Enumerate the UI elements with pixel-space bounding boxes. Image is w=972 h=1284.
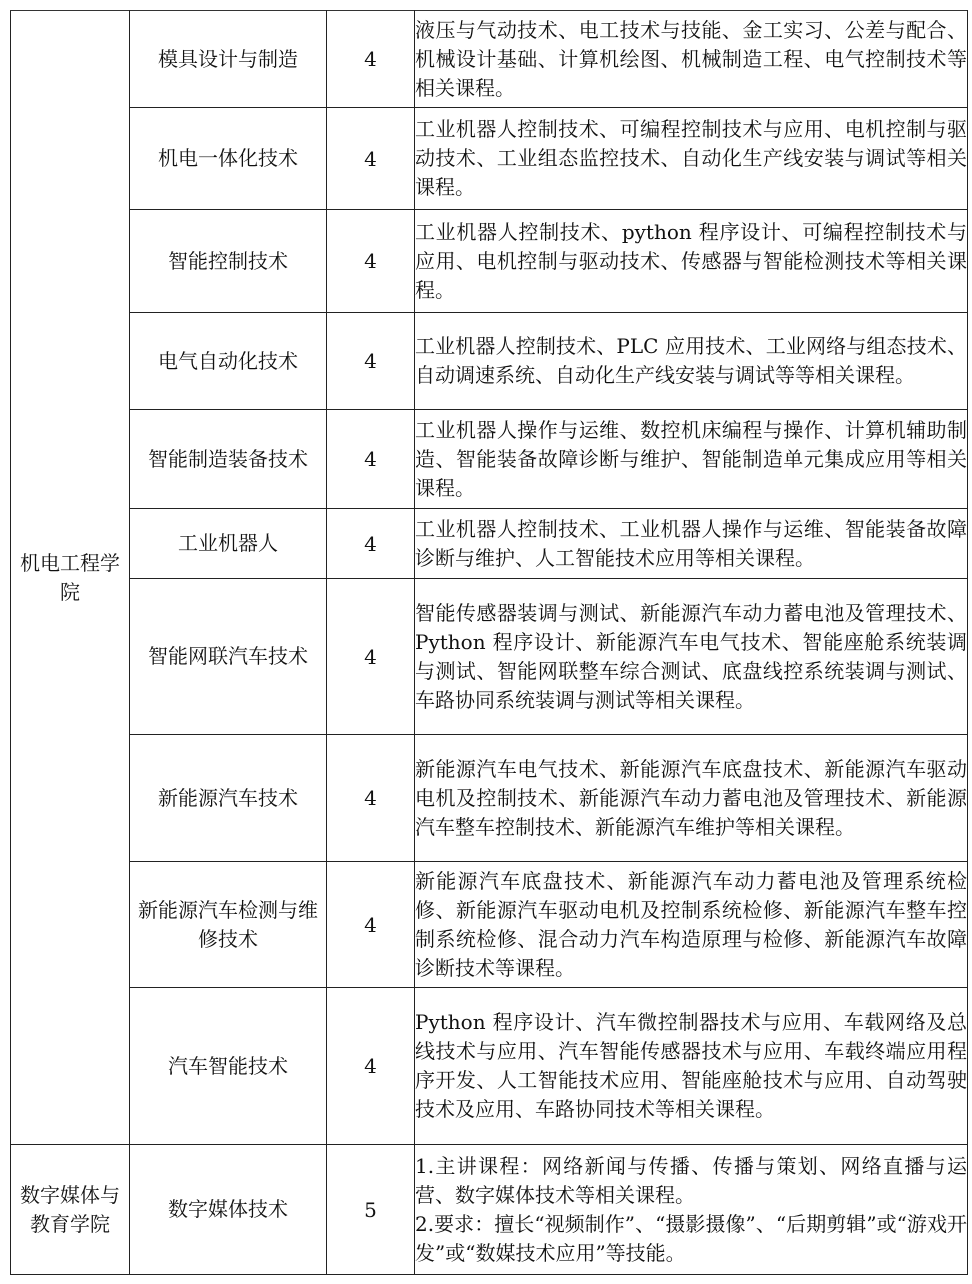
courses-cell: 工业机器人控制技术、PLC 应用技术、工业网络与组态技术、自动调速系统、自动化生产线安装与调试等等相关课程。 xyxy=(415,313,968,410)
courses-cell: 智能传感器装调与测试、新能源汽车动力蓄电池及管理技术、Python 程序设计、新能源汽车电气技术、智能座舱系统装调与测试、智能网联整车综合测试、底盘线控系统装调与测试、车路协同系统装调与测试等相关课程。 xyxy=(415,579,968,735)
years-cell: 4 xyxy=(327,11,415,108)
college-cell: 数字媒体与教育学院 xyxy=(11,1145,130,1275)
years-cell: 4 xyxy=(327,579,415,735)
table-row xyxy=(11,735,968,862)
course-table xyxy=(10,10,968,1275)
table-row xyxy=(11,988,968,1145)
table-row xyxy=(11,579,968,735)
years-cell: 4 xyxy=(327,210,415,313)
table-row xyxy=(11,210,968,313)
courses-cell: 液压与气动技术、电工技术与技能、金工实习、公差与配合、机械设计基础、计算机绘图、机械制造工程、电气控制技术等相关课程。 xyxy=(415,11,968,108)
years-cell: 5 xyxy=(327,1145,415,1275)
major-cell: 数字媒体技术 xyxy=(130,1145,327,1275)
table-row xyxy=(11,11,968,108)
years-cell: 4 xyxy=(327,862,415,988)
courses-main: 1.主讲课程：网络新闻与传播、传播与策划、网络直播与运营、数字媒体技术等相关课程。 xyxy=(415,1153,967,1207)
major-cell: 汽车智能技术 xyxy=(130,988,327,1145)
years-cell: 4 xyxy=(327,410,415,509)
years-cell: 4 xyxy=(327,313,415,410)
major-cell: 智能制造装备技术 xyxy=(130,410,327,509)
courses-cell: 工业机器人控制技术、可编程控制技术与应用、电机控制与驱动技术、工业组态监控技术、自动化生产线安装与调试等相关课程。 xyxy=(415,108,968,210)
years-cell: 4 xyxy=(327,509,415,579)
table-row xyxy=(11,1145,968,1275)
years-cell: 4 xyxy=(327,108,415,210)
table-row xyxy=(11,313,968,410)
major-cell: 工业机器人 xyxy=(130,509,327,579)
table-row xyxy=(11,410,968,509)
major-cell: 智能控制技术 xyxy=(130,210,327,313)
courses-cell: 工业机器人操作与运维、数控机床编程与操作、计算机辅助制造、智能装备故障诊断与维护、智能制造单元集成应用等相关课程。 xyxy=(415,410,968,509)
table-row xyxy=(11,108,968,210)
major-cell: 新能源汽车检测与维修技术 xyxy=(130,862,327,988)
courses-cell: 工业机器人控制技术、工业机器人操作与运维、智能装备故障诊断与维护、人工智能技术应用等相关课程。 xyxy=(415,509,968,579)
courses-cell: 新能源汽车底盘技术、新能源汽车动力蓄电池及管理系统检修、新能源汽车驱动电机及控制系统检修、新能源汽车整车控制系统检修、混合动力汽车构造原理与检修、新能源汽车故障诊断技术等课程。 xyxy=(415,862,968,988)
courses-cell: 工业机器人控制技术、python 程序设计、可编程控制技术与应用、电机控制与驱动技术、传感器与智能检测技术等相关课程。 xyxy=(415,210,968,313)
table-row xyxy=(11,862,968,988)
major-cell: 电气自动化技术 xyxy=(130,313,327,410)
major-cell: 机电一体化技术 xyxy=(130,108,327,210)
courses-cell: Python 程序设计、汽车微控制器技术与应用、车载网络及总线技术与应用、汽车智能传感器技术与应用、车载终端应用程序开发、人工智能技术应用、智能座舱技术与应用、自动驾驶技术及应用、车路协同技术等相关课程。 xyxy=(415,988,968,1145)
courses-requirement: 2.要求：擅长“视频制作”、“摄影摄像”、“后期剪辑”或“游戏开发”或“数媒技术应用”等技能。 xyxy=(415,1211,967,1265)
table-row xyxy=(11,509,968,579)
major-cell: 智能网联汽车技术 xyxy=(130,579,327,735)
years-cell: 4 xyxy=(327,988,415,1145)
courses-cell: 新能源汽车电气技术、新能源汽车底盘技术、新能源汽车驱动电机及控制技术、新能源汽车动力蓄电池及管理技术、新能源汽车整车控制技术、新能源汽车维护等相关课程。 xyxy=(415,735,968,862)
years-cell: 4 xyxy=(327,735,415,862)
major-cell: 新能源汽车技术 xyxy=(130,735,327,862)
courses-cell xyxy=(415,1145,968,1275)
major-cell: 模具设计与制造 xyxy=(130,11,327,108)
college-cell: 机电工程学院 xyxy=(11,11,130,1145)
